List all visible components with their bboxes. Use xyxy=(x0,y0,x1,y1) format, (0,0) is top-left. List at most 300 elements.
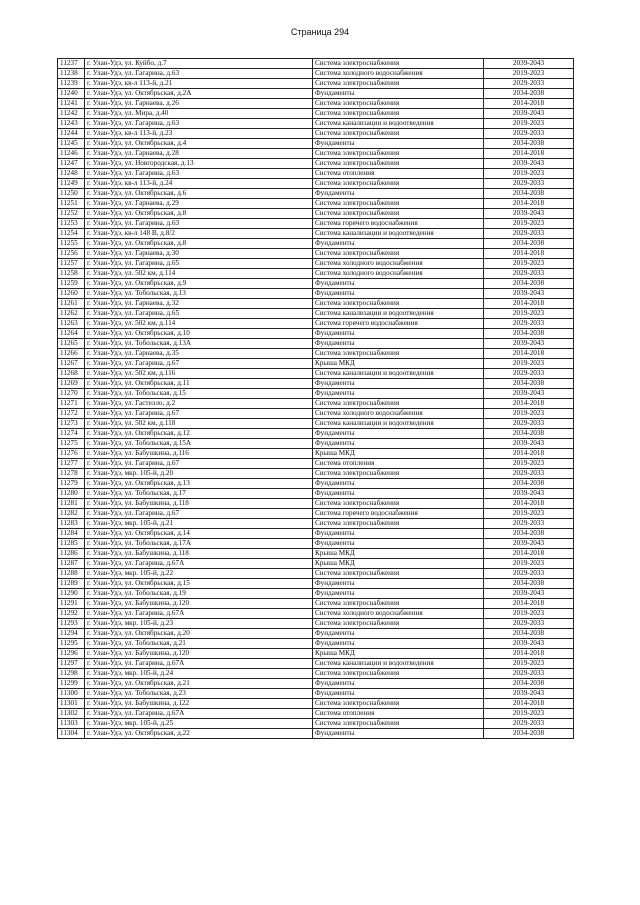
address-cell: г. Улан-Удэ, ул. Октябрьская, д.11 xyxy=(85,379,313,389)
period-cell: 2014-2018 xyxy=(484,199,574,209)
address-cell: г. Улан-Удэ, ул. 502 км, д.116 xyxy=(85,369,313,379)
table-row xyxy=(58,399,574,409)
table-row xyxy=(58,529,574,539)
table-row xyxy=(58,659,574,669)
system-cell: Система электроснабжения xyxy=(313,109,484,119)
row-id-cell: 11287 xyxy=(58,559,85,569)
period-cell: 2039-2043 xyxy=(484,339,574,349)
system-cell: Фундаменты xyxy=(313,439,484,449)
row-id-cell: 11270 xyxy=(58,389,85,399)
system-cell: Система электроснабжения xyxy=(313,179,484,189)
row-id-cell: 11284 xyxy=(58,529,85,539)
table-row xyxy=(58,499,574,509)
system-cell: Система электроснабжения xyxy=(313,469,484,479)
table-row xyxy=(58,79,574,89)
system-cell: Крыша МКД xyxy=(313,549,484,559)
system-cell: Система холодного водоснабжения xyxy=(313,259,484,269)
row-id-cell: 11251 xyxy=(58,199,85,209)
address-cell: г. Улан-Удэ, кв-л 113-й, д.21 xyxy=(85,79,313,89)
row-id-cell: 11282 xyxy=(58,509,85,519)
address-cell: г. Улан-Удэ, ул. Октябрьская, д.9 xyxy=(85,279,313,289)
table-row xyxy=(58,699,574,709)
table-row xyxy=(58,229,574,239)
period-cell: 2034-2038 xyxy=(484,629,574,639)
period-cell: 2039-2043 xyxy=(484,159,574,169)
row-id-cell: 11280 xyxy=(58,489,85,499)
system-cell: Система канализации и водоотведения xyxy=(313,309,484,319)
table-row xyxy=(58,119,574,129)
system-cell: Система канализации и водоотведения xyxy=(313,419,484,429)
row-id-cell: 11273 xyxy=(58,419,85,429)
row-id-cell: 11258 xyxy=(58,269,85,279)
period-cell: 2034-2038 xyxy=(484,189,574,199)
address-cell: г. Улан-Удэ, ул. Октябрьская, д.21 xyxy=(85,679,313,689)
table-row xyxy=(58,389,574,399)
row-id-cell: 11295 xyxy=(58,639,85,649)
address-cell: г. Улан-Удэ, кв-л 148 В, д.8/2 xyxy=(85,229,313,239)
row-id-cell: 11293 xyxy=(58,619,85,629)
system-cell: Система электроснабжения xyxy=(313,669,484,679)
address-cell: г. Улан-Удэ, ул. Гагарина, д.67А xyxy=(85,559,313,569)
system-cell: Фундаменты xyxy=(313,429,484,439)
address-cell: г. Улан-Удэ, ул. Тобольская, д.13А xyxy=(85,339,313,349)
address-cell: г. Улан-Удэ, ул. Бабушкина, д.118 xyxy=(85,549,313,559)
period-cell: 2039-2043 xyxy=(484,109,574,119)
row-id-cell: 11243 xyxy=(58,119,85,129)
row-id-cell: 11276 xyxy=(58,449,85,459)
table-row xyxy=(58,669,574,679)
row-id-cell: 11239 xyxy=(58,79,85,89)
period-cell: 2014-2018 xyxy=(484,149,574,159)
row-id-cell: 11240 xyxy=(58,89,85,99)
row-id-cell: 11260 xyxy=(58,289,85,299)
row-id-cell: 11277 xyxy=(58,459,85,469)
period-cell: 2039-2043 xyxy=(484,439,574,449)
period-cell: 2039-2043 xyxy=(484,389,574,399)
address-cell: г. Улан-Удэ, ул. Гарнаева, д.35 xyxy=(85,349,313,359)
address-cell: г. Улан-Удэ, ул. Тобольская, д.15А xyxy=(85,439,313,449)
address-cell: г. Улан-Удэ, кв-л 113-й, д.24 xyxy=(85,179,313,189)
address-cell: г. Улан-Удэ, ул. Гагарина, д.67А xyxy=(85,609,313,619)
row-id-cell: 11281 xyxy=(58,499,85,509)
period-cell: 2019-2023 xyxy=(484,169,574,179)
row-id-cell: 11271 xyxy=(58,399,85,409)
address-cell: г. Улан-Удэ, ул. Октябрьская, д.12 xyxy=(85,429,313,439)
page-title: Страница 294 xyxy=(290,27,350,37)
period-cell: 2019-2023 xyxy=(484,559,574,569)
table-row xyxy=(58,299,574,309)
address-cell: г. Улан-Удэ, ул. Тобольская, д.17А xyxy=(85,539,313,549)
address-cell: г. Улан-Удэ, ул. Октябрьская, д.2А xyxy=(85,89,313,99)
address-cell: г. Улан-Удэ, ул. Гарнаева, д.30 xyxy=(85,249,313,259)
address-cell: г. Улан-Удэ, ул. Октябрьская, д.6 xyxy=(85,189,313,199)
period-cell: 2019-2023 xyxy=(484,69,574,79)
system-cell: Фундаменты xyxy=(313,529,484,539)
table-row xyxy=(58,379,574,389)
period-cell: 2014-2018 xyxy=(484,99,574,109)
period-cell: 2034-2038 xyxy=(484,579,574,589)
table-row xyxy=(58,109,574,119)
row-id-cell: 11269 xyxy=(58,379,85,389)
table-row xyxy=(58,369,574,379)
period-cell: 2014-2018 xyxy=(484,449,574,459)
system-cell: Фундаменты xyxy=(313,339,484,349)
system-cell: Система электроснабжения xyxy=(313,719,484,729)
system-cell: Система электроснабжения xyxy=(313,59,484,69)
table-row xyxy=(58,549,574,559)
table-row xyxy=(58,459,574,469)
table-row xyxy=(58,489,574,499)
period-cell: 2029-2033 xyxy=(484,319,574,329)
system-cell: Система электроснабжения xyxy=(313,519,484,529)
table-row xyxy=(58,719,574,729)
period-cell: 2029-2033 xyxy=(484,519,574,529)
table-row xyxy=(58,689,574,699)
table-row xyxy=(58,149,574,159)
period-cell: 2034-2038 xyxy=(484,279,574,289)
address-cell: г. Улан-Удэ, ул. Гастелло, д.2 xyxy=(85,399,313,409)
address-cell: г. Улан-Удэ, ул. Гагарина, д.67 xyxy=(85,359,313,369)
row-id-cell: 11261 xyxy=(58,299,85,309)
address-cell: г. Улан-Удэ, ул. Гарнаева, д.32 xyxy=(85,299,313,309)
period-cell: 2039-2043 xyxy=(484,639,574,649)
row-id-cell: 11247 xyxy=(58,159,85,169)
system-cell: Система электроснабжения xyxy=(313,599,484,609)
period-cell: 2014-2018 xyxy=(484,599,574,609)
row-id-cell: 11288 xyxy=(58,569,85,579)
row-id-cell: 11255 xyxy=(58,239,85,249)
system-cell: Фундаменты xyxy=(313,679,484,689)
table-row xyxy=(58,679,574,689)
address-cell: г. Улан-Удэ, ул. Новгородская, д.13 xyxy=(85,159,313,169)
period-cell: 2034-2038 xyxy=(484,729,574,739)
address-cell: г. Улан-Удэ, мкр. 105-й, д.20 xyxy=(85,469,313,479)
system-cell: Система электроснабжения xyxy=(313,299,484,309)
address-cell: г. Улан-Удэ, ул. Тобольская, д.19 xyxy=(85,589,313,599)
row-id-cell: 11242 xyxy=(58,109,85,119)
period-cell: 2029-2033 xyxy=(484,419,574,429)
address-cell: г. Улан-Удэ, ул. Гагарина, д.67 xyxy=(85,409,313,419)
table-row xyxy=(58,329,574,339)
table-row xyxy=(58,69,574,79)
address-cell: г. Улан-Удэ, ул. Октябрьская, д.14 xyxy=(85,529,313,539)
row-id-cell: 11248 xyxy=(58,169,85,179)
system-cell: Система канализации и водоотведения xyxy=(313,369,484,379)
row-id-cell: 11296 xyxy=(58,649,85,659)
row-id-cell: 11264 xyxy=(58,329,85,339)
system-cell: Система электроснабжения xyxy=(313,249,484,259)
row-id-cell: 11259 xyxy=(58,279,85,289)
table-row xyxy=(58,409,574,419)
table-row xyxy=(58,589,574,599)
row-id-cell: 11297 xyxy=(58,659,85,669)
system-cell: Фундаменты xyxy=(313,639,484,649)
row-id-cell: 11266 xyxy=(58,349,85,359)
period-cell: 2034-2038 xyxy=(484,429,574,439)
address-cell: г. Улан-Удэ, ул. Тобольская, д.13 xyxy=(85,289,313,299)
address-cell: г. Улан-Удэ, ул. Октябрьская, д.22 xyxy=(85,729,313,739)
table-row xyxy=(58,199,574,209)
row-id-cell: 11303 xyxy=(58,719,85,729)
address-cell: г. Улан-Удэ, ул. Октябрьская, д.8 xyxy=(85,209,313,219)
table-row xyxy=(58,729,574,739)
table-row xyxy=(58,279,574,289)
address-cell: г. Улан-Удэ, ул. Бабушкина, д.120 xyxy=(85,649,313,659)
row-id-cell: 11294 xyxy=(58,629,85,639)
row-id-cell: 11302 xyxy=(58,709,85,719)
row-id-cell: 11262 xyxy=(58,309,85,319)
row-id-cell: 11304 xyxy=(58,729,85,739)
period-cell: 2019-2023 xyxy=(484,459,574,469)
system-cell: Фундаменты xyxy=(313,729,484,739)
period-cell: 2029-2033 xyxy=(484,469,574,479)
table-row xyxy=(58,139,574,149)
table-row xyxy=(58,439,574,449)
system-cell: Фундаменты xyxy=(313,689,484,699)
period-cell: 2014-2018 xyxy=(484,649,574,659)
address-cell: г. Улан-Удэ, ул. Бабушкина, д.120 xyxy=(85,599,313,609)
address-cell: г. Улан-Удэ, мкр. 105-й, д.23 xyxy=(85,619,313,629)
system-cell: Фундаменты xyxy=(313,329,484,339)
address-cell: г. Улан-Удэ, ул. Октябрьская, д.20 xyxy=(85,629,313,639)
period-cell: 2014-2018 xyxy=(484,699,574,709)
system-cell: Фундаменты xyxy=(313,239,484,249)
system-cell: Крыша МКД xyxy=(313,559,484,569)
system-cell: Система электроснабжения xyxy=(313,149,484,159)
address-cell: г. Улан-Удэ, ул. Октябрьская, д.8 xyxy=(85,239,313,249)
system-cell: Крыша МКД xyxy=(313,649,484,659)
period-cell: 2034-2038 xyxy=(484,329,574,339)
address-cell: г. Улан-Удэ, мкр. 105-й, д.25 xyxy=(85,719,313,729)
address-cell: г. Улан-Удэ, ул. Гагарина, д.63 xyxy=(85,219,313,229)
system-cell: Система электроснабжения xyxy=(313,399,484,409)
system-cell: Система электроснабжения xyxy=(313,199,484,209)
system-cell: Система электроснабжения xyxy=(313,349,484,359)
period-cell: 2029-2033 xyxy=(484,569,574,579)
system-cell: Фундаменты xyxy=(313,589,484,599)
table-row xyxy=(58,259,574,269)
row-id-cell: 11286 xyxy=(58,549,85,559)
system-cell: Фундаменты xyxy=(313,539,484,549)
period-cell: 2039-2043 xyxy=(484,589,574,599)
period-cell: 2019-2023 xyxy=(484,259,574,269)
period-cell: 2039-2043 xyxy=(484,539,574,549)
system-cell: Система отопления xyxy=(313,169,484,179)
system-cell: Фундаменты xyxy=(313,189,484,199)
system-cell: Система отопления xyxy=(313,459,484,469)
period-cell: 2019-2023 xyxy=(484,359,574,369)
row-id-cell: 11252 xyxy=(58,209,85,219)
row-id-cell: 11299 xyxy=(58,679,85,689)
system-cell: Система электроснабжения xyxy=(313,499,484,509)
system-cell: Фундаменты xyxy=(313,579,484,589)
table-row xyxy=(58,579,574,589)
address-cell: г. Улан-Удэ, ул. Тобольская, д.15 xyxy=(85,389,313,399)
period-cell: 2034-2038 xyxy=(484,529,574,539)
table-row xyxy=(58,339,574,349)
table-row xyxy=(58,519,574,529)
row-id-cell: 11279 xyxy=(58,479,85,489)
system-cell: Фундаменты xyxy=(313,629,484,639)
address-cell: г. Улан-Удэ, ул. Гагарина, д.65 xyxy=(85,259,313,269)
system-cell: Фундаменты xyxy=(313,489,484,499)
address-cell: г. Улан-Удэ, ул. Бабушкина, д.116 xyxy=(85,449,313,459)
table-row xyxy=(58,159,574,169)
address-cell: г. Улан-Удэ, ул. Гарнаева, д.28 xyxy=(85,149,313,159)
row-id-cell: 11245 xyxy=(58,139,85,149)
address-cell: г. Улан-Удэ, ул. Гарнаева, д.29 xyxy=(85,199,313,209)
address-cell: г. Улан-Удэ, кв-л 113-й, д.23 xyxy=(85,129,313,139)
row-id-cell: 11263 xyxy=(58,319,85,329)
address-cell: г. Улан-Удэ, мкр. 105-й, д.24 xyxy=(85,669,313,679)
table-row xyxy=(58,629,574,639)
table-row xyxy=(58,179,574,189)
table-row xyxy=(58,599,574,609)
period-cell: 2014-2018 xyxy=(484,499,574,509)
period-cell: 2029-2033 xyxy=(484,229,574,239)
row-id-cell: 11268 xyxy=(58,369,85,379)
table-row xyxy=(58,509,574,519)
row-id-cell: 11300 xyxy=(58,689,85,699)
period-cell: 2014-2018 xyxy=(484,549,574,559)
row-id-cell: 11265 xyxy=(58,339,85,349)
table-row xyxy=(58,209,574,219)
system-cell: Система электроснабжения xyxy=(313,99,484,109)
row-id-cell: 11291 xyxy=(58,599,85,609)
period-cell: 2029-2033 xyxy=(484,719,574,729)
table-row xyxy=(58,189,574,199)
table-row xyxy=(58,239,574,249)
system-cell: Система холодного водоснабжения xyxy=(313,409,484,419)
period-cell: 2039-2043 xyxy=(484,209,574,219)
table-row xyxy=(58,429,574,439)
system-cell: Система холодного водоснабжения xyxy=(313,269,484,279)
table-row xyxy=(58,619,574,629)
system-cell: Фундаменты xyxy=(313,379,484,389)
period-cell: 2014-2018 xyxy=(484,399,574,409)
system-cell: Фундаменты xyxy=(313,479,484,489)
address-cell: г. Улан-Удэ, ул. Октябрьская, д.13 xyxy=(85,479,313,489)
address-cell: г. Улан-Удэ, ул. Гагарина, д.65 xyxy=(85,309,313,319)
address-cell: г. Улан-Удэ, ул. Октябрьская, д.4 xyxy=(85,139,313,149)
system-cell: Система горячего водоснабжения xyxy=(313,509,484,519)
period-cell: 2029-2033 xyxy=(484,269,574,279)
row-id-cell: 11298 xyxy=(58,669,85,679)
table-row xyxy=(58,649,574,659)
system-cell: Система горячего водоснабжения xyxy=(313,219,484,229)
address-cell: г. Улан-Удэ, ул. Гагарина, д.63 xyxy=(85,69,313,79)
row-id-cell: 11289 xyxy=(58,579,85,589)
address-cell: г. Улан-Удэ, ул. Тобольская, д.17 xyxy=(85,489,313,499)
system-cell: Система холодного водоснабжения xyxy=(313,609,484,619)
period-cell: 2014-2018 xyxy=(484,349,574,359)
table-row xyxy=(58,59,574,69)
period-cell: 2029-2033 xyxy=(484,129,574,139)
table-row xyxy=(58,539,574,549)
row-id-cell: 11246 xyxy=(58,149,85,159)
system-cell: Фундаменты xyxy=(313,289,484,299)
address-cell: г. Улан-Удэ, ул. Гагарина, д.67А xyxy=(85,709,313,719)
address-cell: г. Улан-Удэ, ул. 502 км, д.118 xyxy=(85,419,313,429)
period-cell: 2039-2043 xyxy=(484,689,574,699)
table-row xyxy=(58,309,574,319)
address-cell: г. Улан-Удэ, ул. Тобольская, д.23 xyxy=(85,689,313,699)
row-id-cell: 11238 xyxy=(58,69,85,79)
address-cell: г. Улан-Удэ, ул. 502 км, д.114 xyxy=(85,269,313,279)
system-cell: Фундаменты xyxy=(313,89,484,99)
system-cell: Система электроснабжения xyxy=(313,209,484,219)
address-cell: г. Улан-Удэ, ул. Гарнаева, д.26 xyxy=(85,99,313,109)
address-cell: г. Улан-Удэ, ул. Октябрьская, д.15 xyxy=(85,579,313,589)
row-id-cell: 11292 xyxy=(58,609,85,619)
address-cell: г. Улан-Удэ, мкр. 105-й, д.21 xyxy=(85,519,313,529)
period-cell: 2039-2043 xyxy=(484,489,574,499)
table-row xyxy=(58,569,574,579)
period-cell: 2014-2018 xyxy=(484,249,574,259)
address-cell: г. Улан-Удэ, ул. Гагарина, д.63 xyxy=(85,169,313,179)
address-cell: г. Улан-Удэ, ул. Гагарина, д.67 xyxy=(85,459,313,469)
period-cell: 2034-2038 xyxy=(484,679,574,689)
table-row xyxy=(58,129,574,139)
system-cell: Фундаменты xyxy=(313,279,484,289)
table-row xyxy=(58,419,574,429)
table-row xyxy=(58,349,574,359)
period-cell: 2019-2023 xyxy=(484,219,574,229)
system-cell: Система канализации и водоотведения xyxy=(313,229,484,239)
table-row xyxy=(58,169,574,179)
address-cell: г. Улан-Удэ, ул. 502 км, д.114 xyxy=(85,319,313,329)
row-id-cell: 11244 xyxy=(58,129,85,139)
row-id-cell: 11274 xyxy=(58,429,85,439)
row-id-cell: 11253 xyxy=(58,219,85,229)
table-row xyxy=(58,269,574,279)
system-cell: Система электроснабжения xyxy=(313,79,484,89)
row-id-cell: 11254 xyxy=(58,229,85,239)
address-cell: г. Улан-Удэ, ул. Гагарина, д.63 xyxy=(85,119,313,129)
table-row xyxy=(58,99,574,109)
period-cell: 2034-2038 xyxy=(484,139,574,149)
table-row xyxy=(58,319,574,329)
row-id-cell: 11267 xyxy=(58,359,85,369)
row-id-cell: 11283 xyxy=(58,519,85,529)
period-cell: 2034-2038 xyxy=(484,479,574,489)
table-row xyxy=(58,449,574,459)
address-cell: г. Улан-Удэ, ул. Бабушкина, д.122 xyxy=(85,699,313,709)
row-id-cell: 11257 xyxy=(58,259,85,269)
system-cell: Система канализации и водоотведения xyxy=(313,659,484,669)
period-cell: 2019-2023 xyxy=(484,659,574,669)
system-cell: Система горячего водоснабжения xyxy=(313,319,484,329)
row-id-cell: 11278 xyxy=(58,469,85,479)
period-cell: 2019-2023 xyxy=(484,119,574,129)
table-row xyxy=(58,469,574,479)
address-cell: г. Улан-Удэ, ул. Куйбо, д.7 xyxy=(85,59,313,69)
system-cell: Крыша МКД xyxy=(313,449,484,459)
period-cell: 2029-2033 xyxy=(484,369,574,379)
period-cell: 2039-2043 xyxy=(484,289,574,299)
system-cell: Система отопления xyxy=(313,709,484,719)
row-id-cell: 11250 xyxy=(58,189,85,199)
row-id-cell: 11256 xyxy=(58,249,85,259)
system-cell: Система электроснабжения xyxy=(313,569,484,579)
row-id-cell: 11285 xyxy=(58,539,85,549)
period-cell: 2019-2023 xyxy=(484,509,574,519)
system-cell: Система электроснабжения xyxy=(313,619,484,629)
address-cell: г. Улан-Удэ, мкр. 105-й, д.22 xyxy=(85,569,313,579)
row-id-cell: 11249 xyxy=(58,179,85,189)
period-cell: 2034-2038 xyxy=(484,379,574,389)
period-cell: 2014-2018 xyxy=(484,299,574,309)
